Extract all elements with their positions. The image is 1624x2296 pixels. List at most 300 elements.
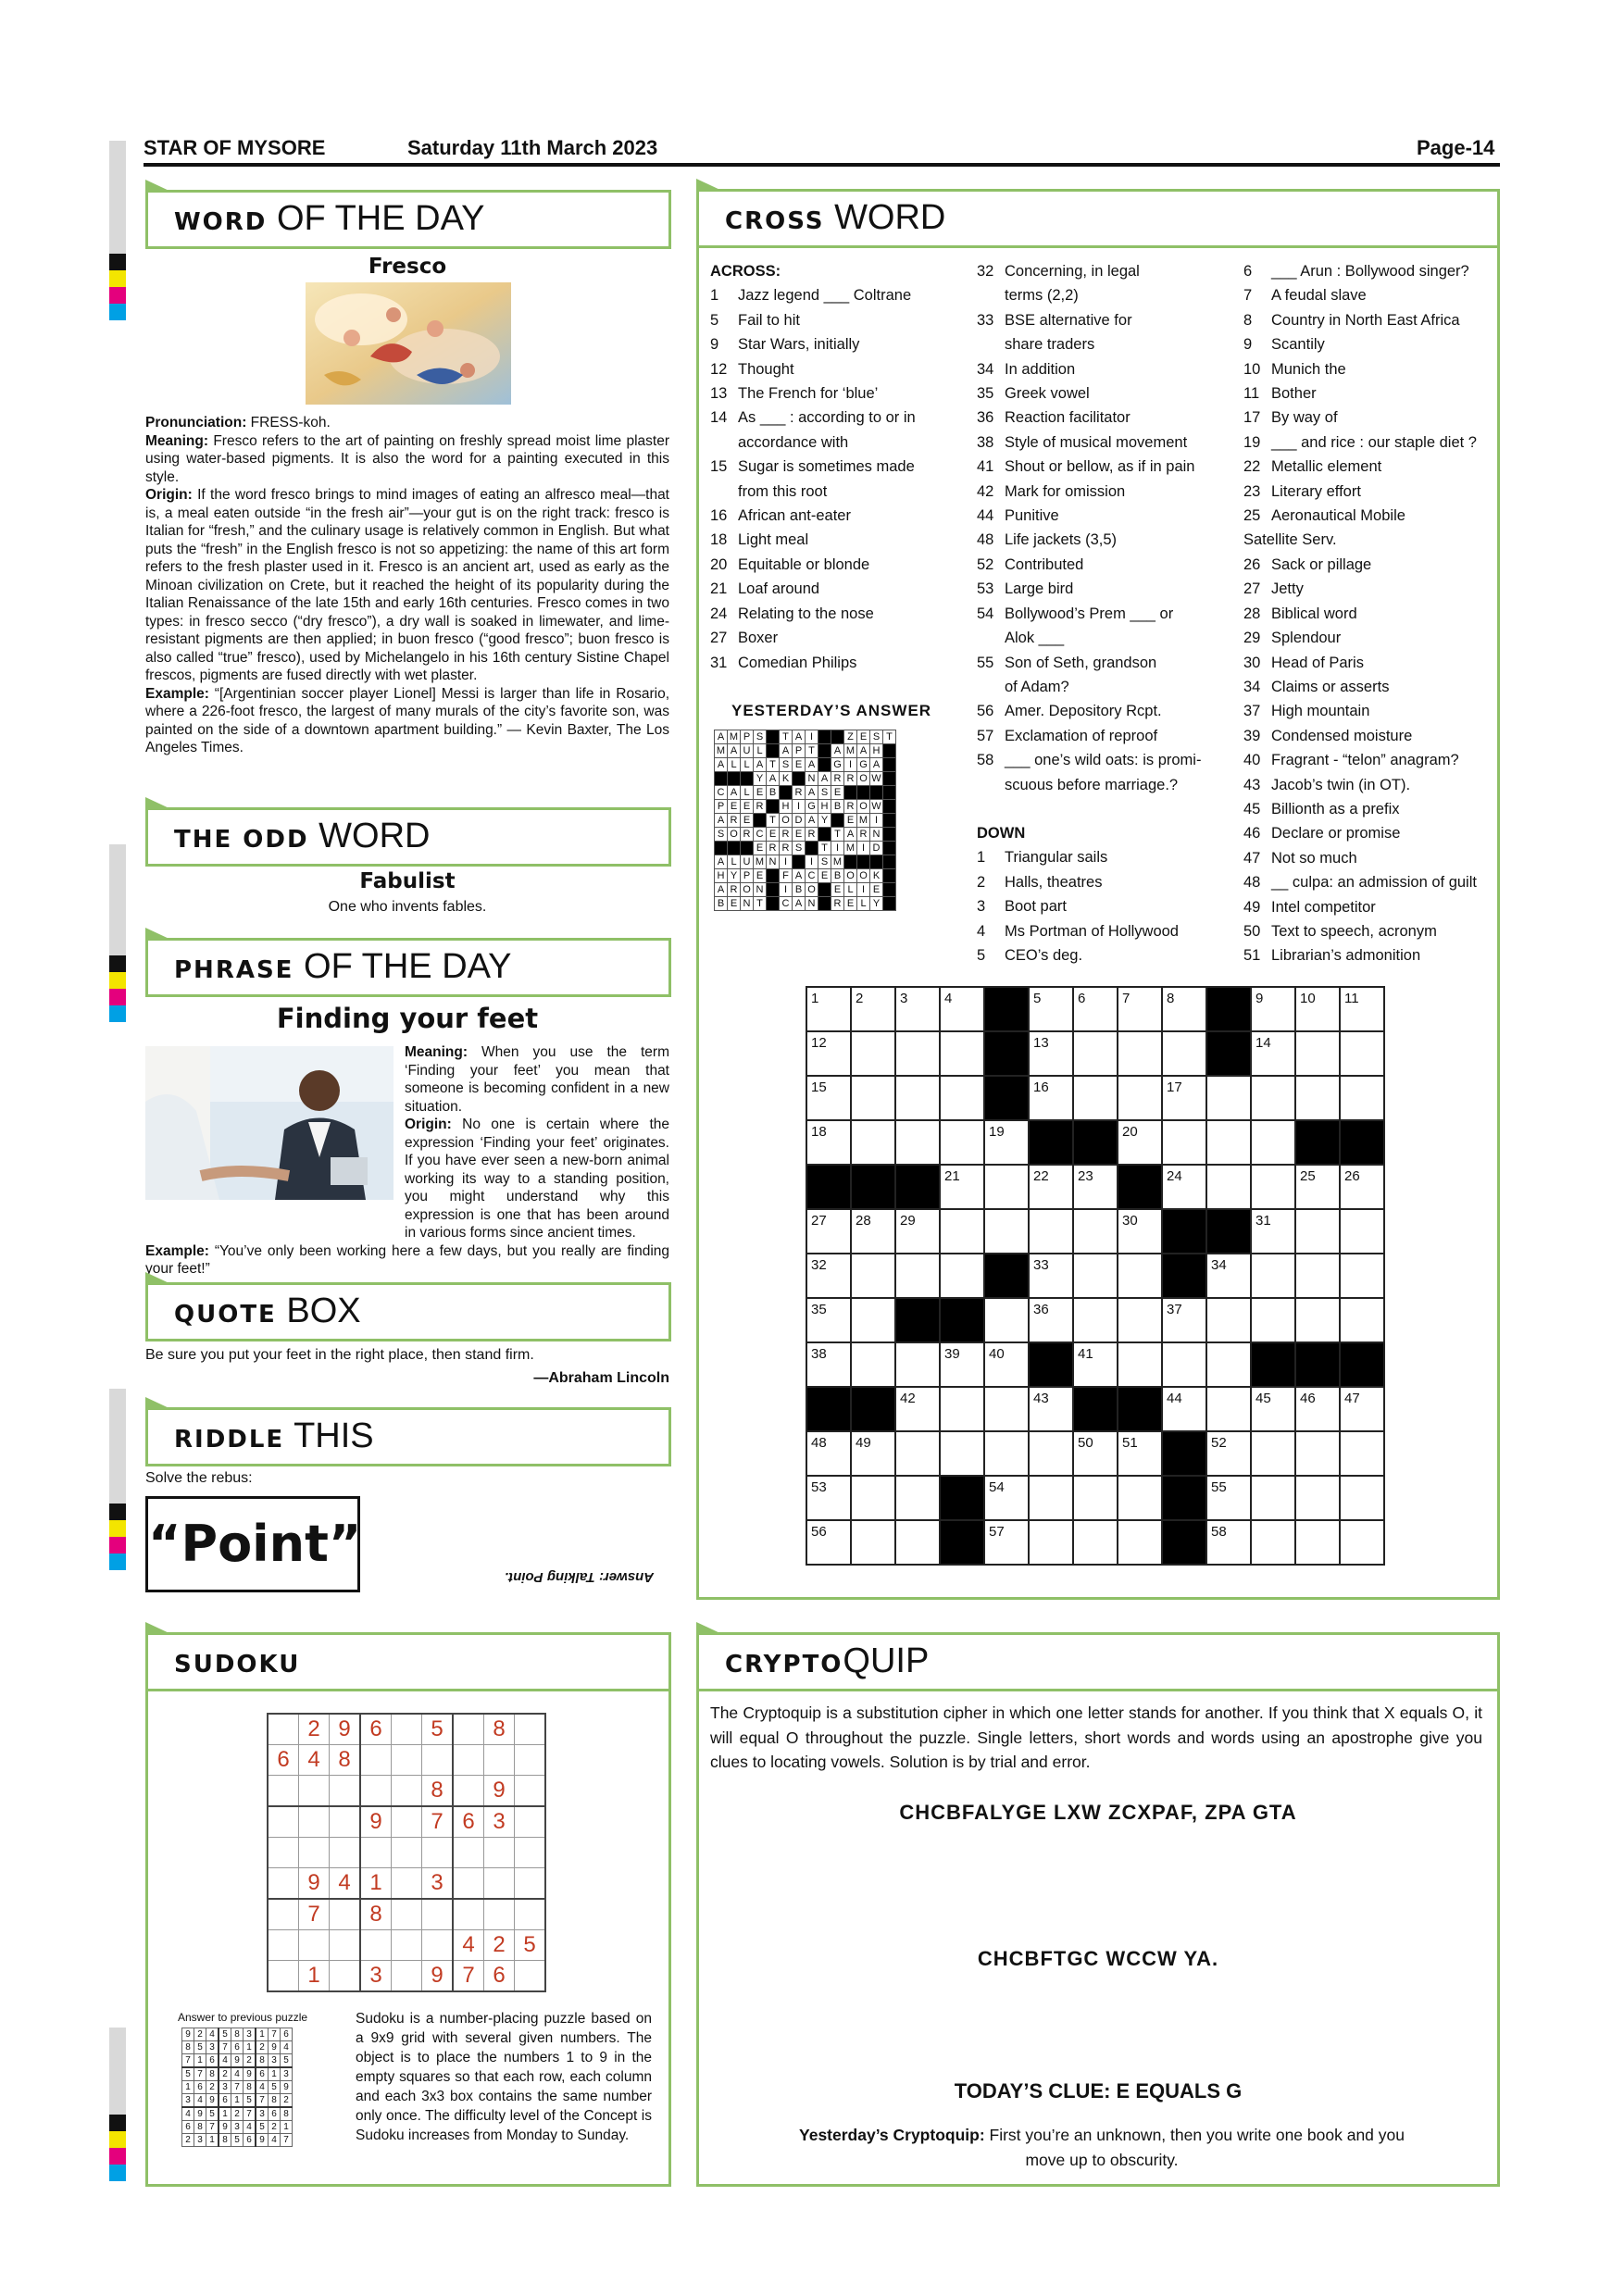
sudoku-cell[interactable] [330,1961,361,1992]
sudoku-answer-cell: 8 [269,2094,281,2108]
sudoku-cell[interactable] [299,1806,330,1838]
sudoku-cell[interactable] [453,1899,484,1930]
crossword-cell[interactable] [940,1209,984,1254]
answer-cell [831,814,844,828]
crossword-cell[interactable] [1073,1076,1118,1120]
crossword-cell[interactable]: 17 [1162,1076,1206,1120]
crossword-cell[interactable]: 5 [1029,987,1073,1031]
sudoku-cell: 6 [360,1714,392,1745]
crossword-cell[interactable] [1162,1120,1206,1165]
crossword-cell[interactable]: 18 [806,1120,851,1165]
crossword-cell[interactable] [895,1031,940,1076]
sudoku-cell[interactable] [453,1745,484,1776]
answer-cell: N [754,883,767,897]
crossword-cell[interactable]: 21 [940,1165,984,1209]
cryptoquip-intro: The Cryptoquip is a substitution cipher in which one letter stands for another. If you think that X equals O, it will equal O throughout the puzzle. Single letters, short words and words using an apostrophe give you clues to locating vowels. Solution is by trial and error. [710,1703,1482,1771]
crossword-cell[interactable]: 19 [984,1120,1029,1165]
answer-cell [741,842,754,855]
answer-cell: O [857,869,870,883]
answer-cell [793,855,806,869]
clue-item: 58 ___ one’s wild oats: is promi- [977,752,1202,769]
sudoku-cell[interactable] [360,1838,392,1868]
sudoku-cell[interactable] [515,1868,546,1900]
crossword-cell[interactable] [984,1209,1029,1254]
crossword-cell[interactable]: 44 [1162,1387,1206,1431]
answer-cell: A [754,758,767,772]
sudoku-answer-cell: 9 [256,2134,269,2147]
answer-cell: A [793,730,806,744]
crossword-cell[interactable] [1118,1298,1162,1342]
sudoku-cell[interactable] [422,1838,454,1868]
answer-cell: O [857,772,870,786]
answer-cell: A [793,869,806,883]
sudoku-answer-cell: 5 [194,2041,206,2054]
answer-cell [883,786,896,800]
sudoku-answer-cell: 2 [256,2041,269,2054]
crossword-cell[interactable] [851,1298,895,1342]
crossword-heading: CROSS WORD [696,189,1500,248]
clue-item: 36 Reaction facilitator [977,409,1131,427]
crossword-cell[interactable] [940,1120,984,1165]
sudoku-answer-cell: 3 [219,2081,231,2094]
crossword-cell[interactable] [1251,1520,1295,1565]
sudoku-answer-cell: 2 [281,2094,293,2108]
crossword-cell[interactable] [1340,1431,1384,1476]
crossword-cell[interactable]: 34 [1206,1254,1251,1298]
answer-cell [818,744,831,758]
crossword-cell[interactable]: 13 [1029,1031,1073,1076]
crossword-cell[interactable] [1251,1476,1295,1520]
sudoku-cell[interactable] [330,1930,361,1961]
crossword-cell[interactable] [940,1031,984,1076]
sudoku-cell[interactable] [392,1961,422,1992]
sudoku-cell[interactable] [268,1930,299,1961]
crossword-cell[interactable] [895,1120,940,1165]
crossword-cell[interactable] [1251,1120,1295,1165]
sudoku-cell[interactable] [392,1745,422,1776]
crossword-cell[interactable] [1295,1520,1340,1565]
sudoku-answer-cell: 5 [281,2054,293,2068]
answer-cell: F [780,869,793,883]
sudoku-cell[interactable] [299,1930,330,1961]
clue-item: Alok ___ [1005,630,1065,647]
crossword-cell[interactable]: 23 [1073,1165,1118,1209]
crossword-cell[interactable]: 27 [806,1209,851,1254]
answer-cell: D [870,842,883,855]
answer-cell [728,842,741,855]
answer-cell [870,786,883,800]
crossword-cell[interactable]: 33 [1029,1254,1073,1298]
crossword-cell[interactable] [895,1254,940,1298]
sudoku-answer-cell: 5 [206,2107,219,2121]
crossword-cell [1206,1209,1251,1254]
answer-cell: A [793,897,806,911]
answer-cell: G [831,758,844,772]
sudoku-answer-cell: 8 [182,2041,194,2054]
crossword-cell[interactable] [1295,1476,1340,1520]
crossword-cell[interactable]: 51 [1118,1431,1162,1476]
crossword-cell[interactable] [851,1031,895,1076]
crossword-cell [1162,1254,1206,1298]
sudoku-cell[interactable] [515,1899,546,1930]
crossword-cell[interactable] [1029,1520,1073,1565]
sudoku-cell[interactable] [392,1930,422,1961]
answer-cell: O [780,814,793,828]
crossword-cell[interactable] [1073,1031,1118,1076]
crossword-grid[interactable] [806,986,1385,1566]
crossword-cell[interactable]: 49 [851,1431,895,1476]
crossword-cell[interactable]: 20 [1118,1120,1162,1165]
answer-cell: S [793,842,806,855]
crossword-cell[interactable]: 24 [1162,1165,1206,1209]
crossword-cell[interactable] [1118,1031,1162,1076]
sudoku-cell: 3 [422,1868,454,1900]
crossword-cell[interactable] [1073,1254,1118,1298]
cryptoquip-line2: CHCBFTGC WCCW YA. [977,1947,1219,1970]
sudoku-cell[interactable] [515,1776,546,1807]
color-registration-mark [109,254,126,320]
crossword-cell[interactable] [1340,1476,1384,1520]
crossword-cell[interactable]: 4 [940,987,984,1031]
crossword-cell[interactable] [1206,1387,1251,1431]
crossword-cell[interactable] [1340,1520,1384,1565]
answer-cell [728,772,741,786]
crossword-cell[interactable] [1340,1254,1384,1298]
answer-cell: A [844,828,857,842]
sudoku-cell[interactable] [484,1745,515,1776]
sudoku-cell[interactable] [330,1838,361,1868]
sudoku-cell[interactable] [422,1899,454,1930]
crossword-cell[interactable]: 11 [1340,987,1384,1031]
crossword-cell[interactable]: 28 [851,1209,895,1254]
answer-cell: T [767,758,780,772]
sudoku-cell[interactable] [268,1714,299,1745]
sudoku-cell[interactable] [453,1838,484,1868]
crossword-cell[interactable] [1029,1209,1073,1254]
answer-cell: S [818,786,831,800]
crossword-cell[interactable]: 58 [1206,1520,1251,1565]
crossword-cell[interactable]: 1 [806,987,851,1031]
crossword-cell[interactable]: 35 [806,1298,851,1342]
answer-cell: Y [728,869,741,883]
answer-cell: W [871,773,881,784]
answer-cell: E [793,828,806,842]
crossword-cell[interactable] [1340,1031,1384,1076]
answer-cell: T [818,842,831,855]
answer-cell: R [844,772,857,786]
answer-cell: N [767,855,780,869]
answer-cell: E [754,842,767,855]
crossword-cell[interactable] [895,1476,940,1520]
sudoku-cell[interactable] [515,1961,546,1992]
crossword-cell[interactable]: 43 [1029,1387,1073,1431]
answer-cell: A [870,758,883,772]
crossword-cell[interactable] [1029,1431,1073,1476]
answer-cell: E [818,869,831,883]
sudoku-cell[interactable] [453,1868,484,1900]
sudoku-answer-cell: 7 [269,2028,281,2041]
clue-item: 33 BSE alternative for [977,311,1132,329]
answer-cell: I [780,855,793,869]
sudoku-answer-cell: 4 [244,2121,256,2134]
crossword-cell[interactable] [940,1076,984,1120]
crossword-cell[interactable] [984,1387,1029,1431]
crossword-cell[interactable]: 31 [1251,1209,1295,1254]
crossword-cell[interactable] [1118,1520,1162,1565]
sudoku-answer-cell: 4 [182,2107,194,2121]
crossword-cell[interactable]: 52 [1206,1431,1251,1476]
crossword-cell[interactable] [1162,1342,1206,1387]
answer-cell: O [728,828,741,842]
answer-cell: I [780,883,793,897]
crossword-cell[interactable]: 25 [1295,1165,1340,1209]
answer-cell: A [818,772,831,786]
clue-item: 41 Shout or bellow, as if in pain [977,458,1195,476]
sudoku-cell[interactable] [515,1838,546,1868]
crossword-cell[interactable]: 57 [984,1520,1029,1565]
answer-cell: H [818,800,831,814]
crossword-cell[interactable] [895,1342,940,1387]
sudoku-cell[interactable] [422,1745,454,1776]
answer-cell: B [793,883,806,897]
sudoku-answer-cell: 6 [219,2094,231,2108]
crossword-cell[interactable] [1295,1431,1340,1476]
crossword-cell[interactable] [1073,1520,1118,1565]
crossword-cell[interactable]: 14 [1251,1031,1295,1076]
sudoku-cell[interactable] [299,1776,330,1807]
crossword-cell[interactable] [1206,1076,1251,1120]
crossword-cell[interactable] [1118,1254,1162,1298]
clue-item: 10 Munich the [1243,360,1346,378]
crossword-cell[interactable] [851,1342,895,1387]
answer-cell: R [831,897,844,911]
crossword-cell[interactable] [1073,1209,1118,1254]
crossword-cell[interactable] [895,1076,940,1120]
sudoku-cell[interactable] [330,1776,361,1807]
sudoku-cell[interactable] [422,1930,454,1961]
sudoku-cell[interactable] [392,1868,422,1900]
crossword-cell[interactable] [1073,1298,1118,1342]
sudoku-cell[interactable] [360,1776,392,1807]
sudoku-cell[interactable] [392,1714,422,1745]
crossword-cell[interactable] [940,1431,984,1476]
crossword-cell[interactable] [1118,1076,1162,1120]
sudoku-cell[interactable] [515,1714,546,1745]
crossword-cell[interactable]: 56 [806,1520,851,1565]
crossword-cell[interactable] [851,1120,895,1165]
crossword-cell[interactable] [1251,1298,1295,1342]
answer-cell [883,758,896,772]
crossword-cell[interactable]: 36 [1029,1298,1073,1342]
word-of-day-word: Fresco [368,255,447,279]
crossword-cell[interactable] [1340,1209,1384,1254]
answer-cell [870,855,883,869]
sudoku-cell[interactable] [484,1899,515,1930]
sudoku-answer-cell: 5 [182,2067,194,2081]
sudoku-cell[interactable] [268,1899,299,1930]
crossword-cell[interactable] [1206,1342,1251,1387]
sudoku-cell[interactable] [330,1806,361,1838]
sudoku-cell[interactable] [330,1899,361,1930]
answer-cell: M [844,744,857,758]
clue-item: 43 Jacob’s twin (in OT). [1243,776,1411,793]
crossword-cell[interactable]: 22 [1029,1165,1073,1209]
sudoku-cell[interactable] [360,1745,392,1776]
crossword-cell[interactable]: 30 [1118,1209,1162,1254]
answer-cell: P [741,730,754,744]
crossword-cell[interactable] [895,1520,940,1565]
answer-cell: C [754,828,767,842]
crossword-cell[interactable]: 10 [1295,987,1340,1031]
crossword-cell [1029,1120,1073,1165]
crossword-cell[interactable] [851,1076,895,1120]
crossword-cell[interactable] [1295,1076,1340,1120]
sudoku-cell[interactable] [268,1806,299,1838]
answer-cell: E [870,883,883,897]
crossword-cell[interactable]: 40 [984,1342,1029,1387]
crossword-cell[interactable]: 53 [806,1476,851,1520]
odd-word: Fabulist [359,869,456,893]
sudoku-cell[interactable] [515,1745,546,1776]
sudoku-cell: 6 [453,1806,484,1838]
crossword-cell[interactable]: 38 [806,1342,851,1387]
crossword-cell[interactable] [1295,1254,1340,1298]
crossword-cell[interactable]: 41 [1073,1342,1118,1387]
answer-cell: S [780,758,793,772]
crossword-cell[interactable] [1295,1298,1340,1342]
answer-cell: I [870,814,883,828]
crossword-cell[interactable] [851,1520,895,1565]
sudoku-cell[interactable] [268,1961,299,1992]
crossword-cell[interactable]: 29 [895,1209,940,1254]
crossword-cell[interactable] [940,1254,984,1298]
sudoku-cell[interactable] [453,1776,484,1807]
crossword-cell[interactable]: 32 [806,1254,851,1298]
sudoku-cell[interactable] [392,1806,422,1838]
crossword-cell[interactable]: 2 [851,987,895,1031]
crossword-cell[interactable]: 9 [1251,987,1295,1031]
clue-item: 28 Biblical word [1243,605,1357,622]
crossword-cell [940,1520,984,1565]
crossword-cell[interactable] [1251,1254,1295,1298]
crossword-cell[interactable] [1251,1165,1295,1209]
sudoku-cell[interactable] [392,1899,422,1930]
crossword-cell[interactable] [984,1165,1029,1209]
crossword-cell[interactable]: 6 [1073,987,1118,1031]
sudoku-answer-cell: 3 [244,2028,256,2041]
answer-cell: M [857,814,870,828]
crossword-cell[interactable]: 46 [1295,1387,1340,1431]
crossword-cell[interactable] [1251,1431,1295,1476]
crossword-cell[interactable] [1206,1120,1251,1165]
crossword-cell[interactable]: 47 [1340,1387,1384,1431]
crossword-cell[interactable] [1029,1476,1073,1520]
crossword-cell[interactable]: 16 [1029,1076,1073,1120]
clue-item: 39 Condensed moisture [1243,727,1413,744]
crossword-cell[interactable]: 55 [1206,1476,1251,1520]
crossword-cell[interactable] [851,1254,895,1298]
crossword-cell[interactable] [1251,1076,1295,1120]
sudoku-cell: 9 [330,1714,361,1745]
clue-item: 45 Billionth as a prefix [1243,800,1400,817]
sudoku-cell[interactable] [484,1868,515,1900]
crossword-cell[interactable]: 15 [806,1076,851,1120]
crossword-cell[interactable]: 8 [1162,987,1206,1031]
sudoku-cell[interactable] [392,1776,422,1807]
crossword-cell[interactable] [1340,1076,1384,1120]
crossword-cell[interactable] [1295,1031,1340,1076]
crossword-cell[interactable] [940,1387,984,1431]
crossword-cell[interactable]: 45 [1251,1387,1295,1431]
sudoku-answer-cell: 8 [256,2054,269,2068]
crossword-cell[interactable]: 7 [1118,987,1162,1031]
sudoku-answer-cell: 3 [194,2134,206,2147]
crossword-cell[interactable] [1118,1476,1162,1520]
clue-item: 21 Loaf around [710,580,820,598]
crossword-cell[interactable] [984,1431,1029,1476]
phrase-heading: PHRASE OF THE DAY [145,938,671,997]
answer-cell: E [728,897,741,911]
crossword-cell[interactable]: 48 [806,1431,851,1476]
sudoku-cell[interactable] [484,1838,515,1868]
crossword-cell[interactable]: 37 [1162,1298,1206,1342]
crossword-cell[interactable] [1073,1476,1118,1520]
answer-cell: I [806,730,818,744]
answer-cell: A [715,758,728,772]
sudoku-cell[interactable] [453,1714,484,1745]
crossword-cell[interactable] [1295,1209,1340,1254]
clue-item: 40 Fragrant - “telon” anagram? [1243,752,1459,769]
crossword-cell[interactable] [1340,1298,1384,1342]
answer-cell: S [715,828,728,842]
answer-cell: I [857,842,870,855]
sudoku-answer-cell: 8 [219,2134,231,2147]
crossword-cell[interactable]: 39 [940,1342,984,1387]
clue-item: 54 Bollywood’s Prem ___ or [977,605,1174,622]
crossword-cell[interactable]: 12 [806,1031,851,1076]
answer-cell: H [870,744,883,758]
crossword-cell [1206,987,1251,1031]
crossword-cell[interactable] [1162,1031,1206,1076]
crossword-cell[interactable] [1206,1165,1251,1209]
sudoku-grid[interactable] [267,1713,546,1992]
crossword-cell[interactable] [895,1431,940,1476]
answer-cell: R [806,828,818,842]
crossword-cell[interactable] [851,1476,895,1520]
sudoku-cell[interactable] [360,1930,392,1961]
crossword-cell[interactable] [984,1298,1029,1342]
sudoku-cell[interactable] [268,1868,299,1900]
crossword-cell[interactable] [1118,1342,1162,1387]
crossword-cell[interactable]: 50 [1073,1431,1118,1476]
crossword-cell [1340,1342,1384,1387]
clue-item: 23 Literary effort [1243,482,1361,500]
sudoku-cell[interactable] [392,1838,422,1868]
crossword-cell[interactable]: 26 [1340,1165,1384,1209]
answer-cell [767,800,780,814]
sudoku-cell: 5 [515,1930,546,1961]
sudoku-cell[interactable] [299,1838,330,1868]
crossword-cell[interactable]: 3 [895,987,940,1031]
sudoku-cell[interactable] [268,1776,299,1807]
crossword-cell[interactable]: 54 [984,1476,1029,1520]
crossword-cell[interactable] [1206,1298,1251,1342]
down-clues-col3 [1243,259,1493,968]
answer-cell: E [741,814,754,828]
sudoku-cell[interactable] [515,1806,546,1838]
crossword-cell[interactable]: 42 [895,1387,940,1431]
sudoku-cell[interactable] [268,1838,299,1868]
